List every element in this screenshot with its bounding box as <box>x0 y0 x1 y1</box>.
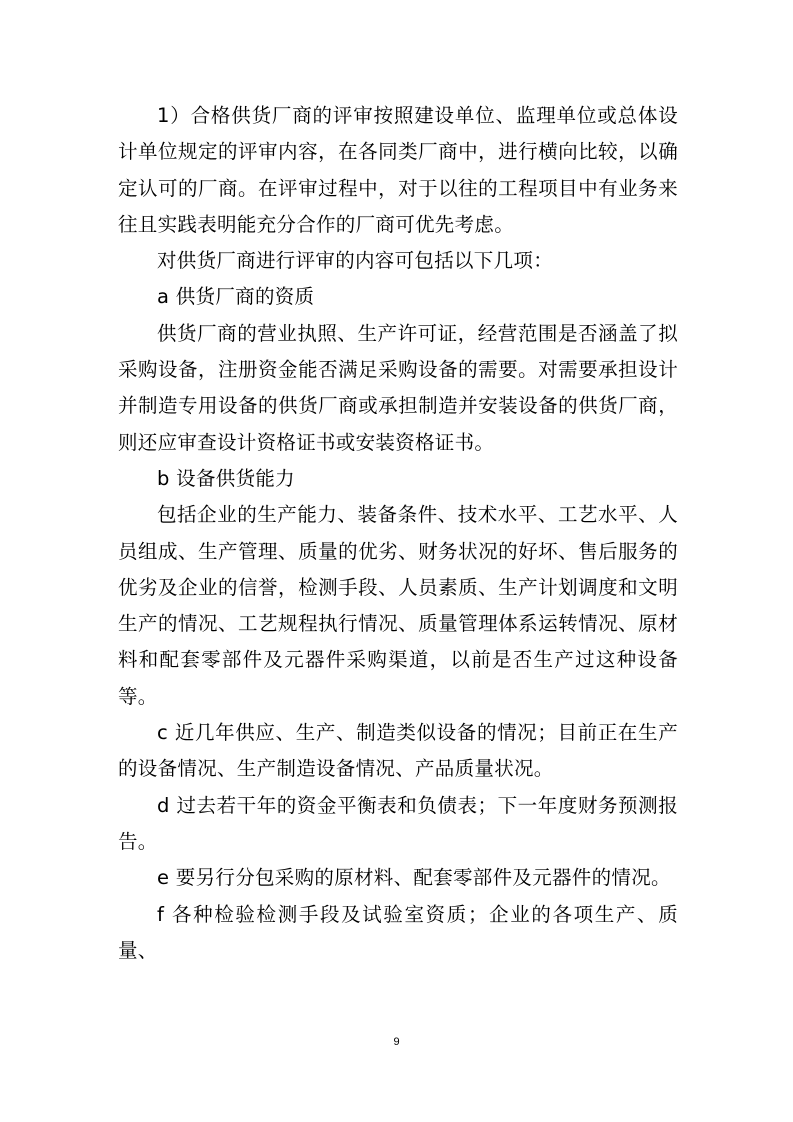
heading-supply-capability: b 设备供货能力 <box>157 466 295 490</box>
paragraph-review-items-intro: 对供货厂商进行评审的内容可包括以下几项： <box>157 249 554 273</box>
paragraph-item-f: f 各种检验检测手段及试验室资质；企业的各项生产、质量、 <box>118 902 678 962</box>
paragraph-item-e: e 要另行分包采购的原材料、配套零部件及元器件的情况。 <box>157 866 671 890</box>
paragraph-item-c: c 近几年供应、生产、制造类似设备的情况；目前正在生产的设备情况、生产制造设备情况、产品质量状况。 <box>118 721 678 781</box>
paragraph-qualified-supplier-review: 1）合格供货厂商的评审按照建设单位、监理单位或总体设计单位规定的评审内容，在各同类厂商中，进行横向比较，以确定认可的厂商。在评审过程中，对于以往的工程项目中有业务来往且实践表明能充分合作的厂商可优先考虑。 <box>118 104 678 236</box>
paragraph-item-d: d 过去若干年的资金平衡表和负债表；下一年度财务预测报告。 <box>118 793 678 853</box>
paragraph-supply-capability: 包括企业的生产能力、装备条件、技术水平、工艺水平、人员组成、生产管理、质量的优劣、财务状况的好坏、售后服务的优劣及企业的信誉，检测手段、人员素质、生产计划调度和文明生产的情况、工艺规程执行情况、质量管理体系运转情况、原材料和配套零部件及元器件采购渠道，以前是否生产过这种设备等。 <box>118 503 678 708</box>
document-body <box>118 98 678 969</box>
paragraph-supplier-qualification: 供货厂商的营业执照、生产许可证，经营范围是否涵盖了拟采购设备，注册资金能否满足采购设备的需要。对需要承担设计并制造专用设备的供货厂商或承担制造并安装设备的供货厂商，则还应审查设计资格证书或安装资格证书。 <box>118 321 678 454</box>
heading-supplier-qualification: a 供货厂商的资质 <box>157 285 315 309</box>
page-number: 9 <box>393 1036 400 1048</box>
